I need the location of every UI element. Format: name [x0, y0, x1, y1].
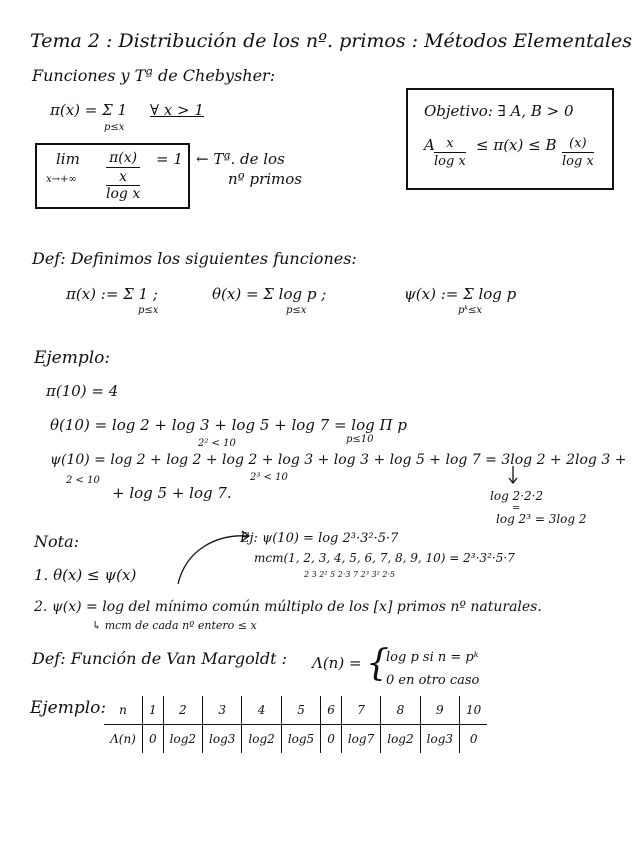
log-2-2-2: log 2·2·2: [490, 489, 544, 503]
nota-item-2-sub: ↳ mcm de cada nº entero ≤ x: [92, 619, 257, 632]
table-cell: 3: [203, 696, 242, 725]
theorem-den-num: x: [106, 169, 140, 186]
table-cell: log2: [163, 725, 202, 754]
theta-10-under: p≤10: [346, 434, 374, 445]
nota-item-1: 1. θ(x) ≤ ψ(x): [34, 566, 137, 584]
brace: {: [366, 643, 389, 684]
theorem-den-den: log x: [106, 186, 141, 202]
def-psi: ψ(x) := Σ log p: [404, 285, 517, 303]
def-van-margoldt: Def: Función de Van Margoldt :: [32, 649, 288, 668]
nota-item-2: 2. ψ(x) = log del mínimo común múltiplo de los [x] primos nº naturales.: [34, 599, 542, 615]
def-pi-under: p≤x: [138, 305, 159, 316]
van-margoldt-table: [104, 696, 487, 753]
theorem-rhs: = 1: [156, 150, 183, 168]
table-cell: 6: [321, 696, 342, 725]
nota-mcm-under: 2 3 2² 5 2·3 7 2³ 3² 2·5: [304, 570, 396, 579]
objetivo-fraction-1: [434, 136, 466, 169]
table-cell: 0: [460, 725, 488, 754]
def-theta: θ(x) = Σ log p ;: [212, 285, 327, 303]
table-cell: 5: [281, 696, 320, 725]
table-cell: 0: [143, 725, 164, 754]
theorem-lim: lim: [56, 150, 80, 168]
table-cell: log5: [281, 725, 320, 754]
table-cell: 0: [321, 725, 342, 754]
def-theta-under: p≤x: [286, 305, 307, 316]
objetivo-frac1-num: x: [434, 136, 466, 153]
log-2-cubed: log 2³ = 3log 2: [496, 512, 587, 526]
objetivo-fraction-2: [562, 136, 594, 169]
table-cell: 4: [242, 696, 281, 725]
equal-mark: =: [512, 503, 521, 514]
objetivo-line1: Objetivo: ∃ A, B > 0: [424, 102, 574, 120]
theorem-denominator: [106, 168, 140, 202]
section-funciones: Funciones y Tª de Chebysher:: [32, 66, 276, 85]
table-cell: 9: [420, 696, 459, 725]
pi-definition-under: p≤x: [104, 122, 125, 133]
table-values-row: [104, 725, 487, 754]
theorem-label-1: ← Tª. de los: [196, 150, 285, 168]
theorem-lim-under: x→+∞: [46, 174, 77, 185]
lambda-case-2: 0 en otro caso: [386, 673, 480, 688]
theorem-numerator: π(x): [106, 150, 140, 168]
objetivo-middle: ≤ π(x) ≤ B: [476, 136, 557, 154]
pi-definition-cond: ∀ x > 1: [150, 101, 204, 119]
annotation-2-cubed: 2³ < 10: [250, 472, 288, 483]
table-cell: 7: [341, 696, 380, 725]
nota-ej: Ej: ψ(10) = log 2³·3²·5·7: [240, 531, 399, 546]
lambda-case-1: log p si n = pᵏ: [386, 650, 479, 665]
annotation-2-squared: 2² < 10: [198, 438, 236, 449]
def-psi-under: pᵏ≤x: [458, 305, 483, 316]
nota-label: Nota:: [34, 532, 79, 551]
table-cell: Λ(n): [110, 732, 136, 746]
objetivo-frac2-den: log x: [562, 154, 594, 169]
theta-10: θ(10) = log 2 + log 3 + log 5 + log 7 = log Π p: [50, 416, 407, 434]
page-title: Tema 2 : Distribución de los nº. primos : Métodos Elementales: [30, 30, 632, 52]
theorem-label-2: nº primos: [228, 170, 303, 188]
pi-10: π(10) = 4: [46, 382, 119, 400]
table-cell: log2: [242, 725, 281, 754]
table-cell: log3: [203, 725, 242, 754]
objetivo-frac2-num: (x): [562, 136, 594, 153]
table-cell: log2: [381, 725, 420, 754]
nota-mcm: mcm(1, 2, 3, 4, 5, 6, 7, 8, 9, 10) = 2³·3²·5·7: [254, 551, 515, 565]
ejemplo-1-label: Ejemplo:: [34, 348, 111, 368]
pi-definition: π(x) = Σ 1: [50, 101, 128, 119]
table-cell: log3: [420, 725, 459, 754]
lambda-definition: Λ(n) =: [312, 654, 362, 672]
def-functions: Def: Definimos los siguientes funciones:: [32, 249, 357, 268]
down-arrow-icon: [508, 466, 518, 486]
annotation-2: 2 < 10: [66, 475, 100, 486]
theorem-fraction: [106, 150, 140, 202]
objetivo-frac1-den: log x: [434, 154, 466, 169]
ejemplo-2-label: Ejemplo:: [30, 698, 107, 718]
def-pi: π(x) := Σ 1 ;: [66, 285, 158, 303]
table-header-row: [104, 696, 487, 725]
psi-10-continued: + log 5 + log 7.: [112, 484, 232, 502]
table-cell: 2: [163, 696, 202, 725]
table-cell: n: [104, 696, 143, 725]
table-cell: 8: [381, 696, 420, 725]
psi-10: ψ(10) = log 2 + log 2 + log 2 + log 3 + log 3 + log 5 + log 7 = 3log 2 + 2log 3 +: [50, 452, 627, 468]
objetivo-a: A: [424, 136, 435, 154]
table-cell: 10: [460, 696, 488, 725]
table-cell: log7: [341, 725, 380, 754]
table-cell: 1: [143, 696, 164, 725]
